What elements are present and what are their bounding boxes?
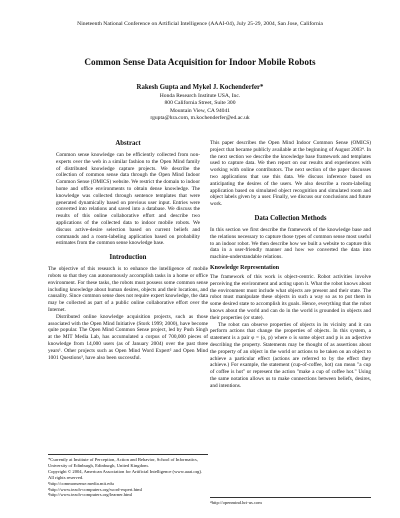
affiliation-line: 800 California Street, Suite 300 [164,100,236,107]
footnote: ³http://www.teach-computers.org/learner.html [48,492,133,498]
knowledge-representation-heading: Knowledge Representation [210,264,280,271]
abstract-text: Common sense knowledge can be efficiently collected from non-experts over the web in a similar fashion to the Open Mind family of distributed knowledge capture projects. We describe the collection of common sense data through the Open Mind Indoor Common Sense (OMICS) website. We restrict the domain to indoor home and office environments to obtain dense knowledge. The knowledge was collected through sentence templates that were generated dynamically based on previous user input. Entries were converted into relations and saved into a database. We discuss the results of this online collaborative effort and describe two applications of the collected data to indoor mobile robots. We discuss active-desire selection based on current beliefs and commands and a room-labeling application based on probability estimates from the common sense knowledge base. [56,152,200,247]
footnote: ⁴http://openmind.hri-us.com [210,500,262,505]
knowledge-representation-paragraph: The robot can observe properties of objects in its vicinity and it can perform actions that change the properties of objects. In this system, a statement is a pair φ = (o, p) where o is some object and p is an adjective describing the property. Statements may be thought of as assertions about the property of an object in the world or actions to be taken on an object to achieve a particular effect (actions are referred to by the effect they achieve.) For example, the statement (cup-of-coffee, hot) can mean "a cup of coffee is hot" or represent the action "make a cup of coffee hot." Using the same notation allows us to make connections between beliefs, desires, and intentions. [210,321,371,389]
affiliation-email: rgupta@hra.com, m.kochenderfer@ed.ac.uk [150,115,250,122]
data-collection-heading: Data Collection Methods [254,214,327,222]
abstract [48,152,208,247]
footnote: *Currently at Institute of Perception, Action and Behavior, School of Informatics, University of Edinburgh, Edinburgh, United Kingdom. [48,457,198,468]
left-column [48,140,208,361]
affiliation-line: Honda Research Institute USA, Inc. [159,93,241,99]
introduction-heading: Introduction [109,254,147,262]
affiliation [0,93,400,123]
abstract-heading: Abstract [115,140,141,147]
affiliation-line: Mountain View, CA 94041 [169,107,231,114]
authors: Rakesh Gupta and Mykel J. Kochenderfer* [136,84,264,91]
paper-title: Common Sense Data Acquisition for Indoor Mobile Robots [84,57,316,67]
right-footnotes [210,497,371,506]
conference-header: Nineteenth National Conference on Artificial Intelligence (AAAI-04), July 25-29, 2004, San Jose, California [77,21,323,27]
right-column [210,140,371,390]
introduction-paragraph: The objective of this research is to enhance the intelligence of mobile robots so that they can autonomously accomplish tasks in a home or office environment. For these tasks, the robots must possess some common sense including knowledge about human desires, objects and their locations, and causality. Since common sense does not require expert knowledge, the data may be collected as part of a public online collaborative effort over the Internet. [48,266,208,313]
copyright-note: Copyright © 2004, American Association for Artificial Intelligence (www.aaai.org). All rights reserved. [48,468,203,480]
introduction-paragraph: Distributed online knowledge acquisition projects, such as those associated with the Open Mind Initiative (Stork 1999; 2000), have become quite popular. The Open Mind Common Sense project, led by Push Singh at the MIT Media Lab, has accumulated a corpus of 700,000 pieces of knowledge from 14,000 users (as of January 2004) over the past three years¹. Other projects such as Open Mind Word Expert² and Open Mind 1001 Questions³, have also been successful. [48,313,208,361]
left-footnotes [48,454,208,498]
intro-continued-paragraph: This paper describes the Open Mind Indoor Common Sense (OMICS) project that became publicly available at the beginning of August 2003⁴. In the next section we describe the knowledge base framework and templates used to capture data. We then report on our results and experiences with working with online contributors. The next section of the paper discusses two applications that use this data. We discuss inference based on anticipating the desires of the users. We also describe a room-labeling application based on simulated object recognition and simulated room and object labels given by a user. Finally, we discuss our conclusions and future work. [210,140,371,208]
knowledge-representation-paragraph: The framework of this work is object-centric. Robot activities involve perceiving the environment and acting upon it. What the robot knows about the environment must include what objects are present and their state. The robot must manipulate these objects in such a way so as to put them in some desired state to accomplish its goals. Hence, everything that the robot knows about the world and can do in the world is grounded in objects and their properties (or state). [210,273,371,321]
data-collection-paragraph: In this section we first describe the framework of the knowledge base and the relations necessary to capture those types of common sense most useful to an indoor robot. We then describe how we built a website to capture this data in a user-friendly manner and how we converted the data into machine-understandable relations. [210,226,371,261]
footnote: ¹http://commonsense.media.mit.edu [48,480,114,486]
footnote: ²http://www.teach-computers.org/word-expert.html [48,486,142,492]
